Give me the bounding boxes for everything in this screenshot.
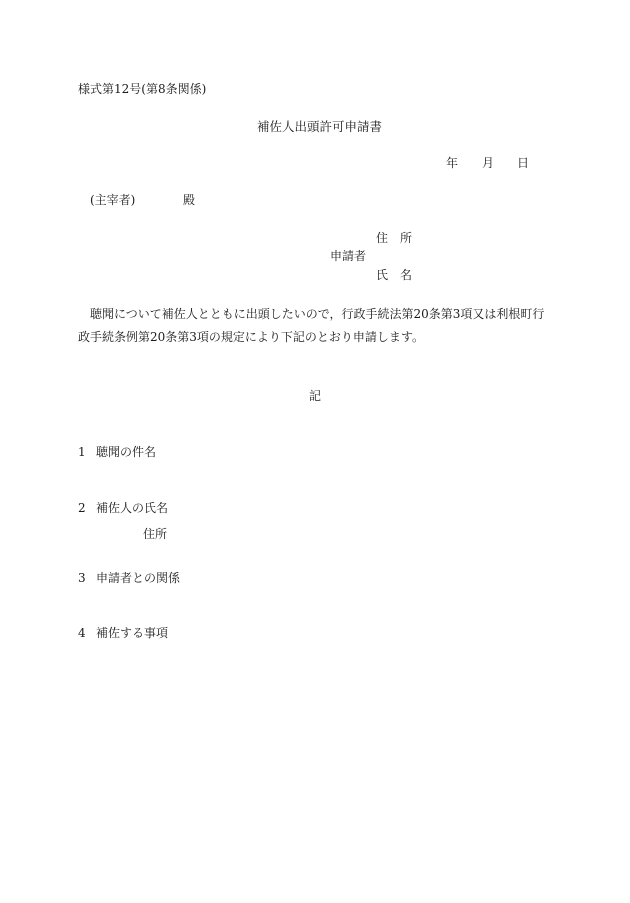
date-year-label: 年 [446, 156, 459, 170]
item-number: 4 [78, 626, 86, 640]
applicant-label: 申請者 [330, 249, 367, 263]
date-month-label: 月 [482, 156, 495, 170]
body-paragraph: 聴聞について補佐人とともに出頭したいので，行政手続法第20条第3項又は利根町行政手続条例第20条第3項の規定により下記のとおり申請します。 [78, 307, 545, 344]
item-label: 申請者との関係 [96, 571, 181, 585]
item-label: 聴聞の件名 [96, 445, 157, 459]
addressee-honorific: 殿 [183, 193, 196, 207]
item-number: 1 [78, 445, 86, 459]
form-number: 様式第12号(第8条関係) [78, 82, 207, 96]
date-day-label: 日 [517, 156, 530, 170]
applicant-address-label: 住 所 [376, 231, 413, 245]
addressee-role: (主宰者) [90, 193, 136, 207]
item-label: 補佐人の氏名 [96, 501, 169, 515]
item-sub-label: 住所 [143, 527, 168, 541]
ki-heading: 記 [309, 389, 322, 403]
applicant-name-label: 氏 名 [376, 268, 413, 282]
document-title: 補佐人出頭許可申請書 [257, 119, 383, 134]
item-label: 補佐する事項 [96, 626, 169, 640]
item-number: 2 [78, 501, 86, 515]
item-number: 3 [78, 571, 86, 585]
